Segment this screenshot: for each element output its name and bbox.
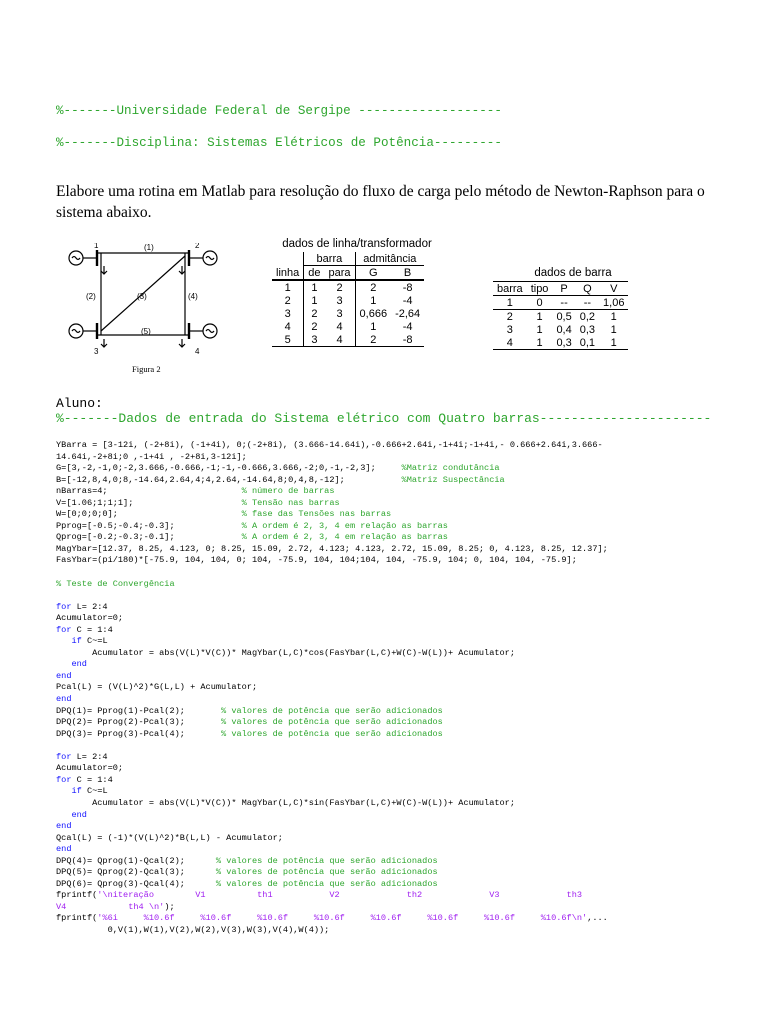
line-table-row (272, 280, 424, 294)
line-label: (3) (137, 292, 147, 301)
code-text: DPQ(1)= Pprog(1)-Pcal(2); (56, 705, 222, 716)
col-linha: linha (272, 252, 304, 280)
code-line (56, 786, 608, 798)
col-barra: barra (497, 282, 523, 295)
code-line (56, 821, 608, 833)
table-cell: 4 (336, 333, 343, 346)
line-table-row (272, 294, 424, 307)
code-line (56, 694, 608, 706)
code-comment: % fase das Tensões nas barras (241, 509, 392, 520)
code-comment: % Teste de Convergência (56, 578, 175, 589)
code-text (56, 810, 71, 820)
code-line (56, 555, 608, 567)
code-keyword: if (71, 636, 82, 647)
table-cell: 2 (304, 320, 325, 333)
table-cell: -2,64 (395, 307, 421, 320)
code-comment: % Tensão nas barras (241, 497, 340, 508)
bus-label: 3 (94, 347, 99, 356)
table-cell: 5 (284, 333, 291, 346)
table-cell: 3 (336, 294, 343, 307)
code-text (56, 659, 71, 669)
code-text: DPQ(5)= Qprog(2)-Qcal(3); (56, 867, 216, 878)
code-keyword: for (56, 601, 72, 612)
code-text: Acumulator=0; (56, 613, 124, 624)
code-line (56, 509, 608, 521)
table-cell: 1 (284, 281, 291, 294)
code-comment: % valores de potência que serão adicionados (221, 717, 443, 728)
code-line (56, 648, 608, 660)
bus-table-row (493, 323, 628, 336)
code-keyword: end (56, 844, 72, 855)
code-line (56, 613, 608, 625)
table-cell: 0,5 (556, 310, 572, 323)
table-cell: -4 (402, 320, 413, 333)
code-line (56, 902, 608, 914)
code-text: Acumulator = abs(V(L)*V(C))* MagYbar(L,C)*cos(FasYbar(L,C)+W(C)-W(L))+ Acumulator; (56, 647, 515, 658)
code-line (56, 925, 608, 937)
code-line (56, 590, 608, 602)
code-string: V4 th4 \n' (56, 901, 165, 912)
col-tipo: tipo (530, 282, 549, 295)
intro-paragraph: Elabore uma rotina em Matlab para resolução do fluxo de carga pelo método de Newton-Raphson para o sistema abaixo. (56, 183, 705, 221)
code-string: '%6i %10.6f %10.6f %10.6f %10.6f %10.6f %10.6f %10.6f %10.6f\n' (97, 913, 588, 924)
code-text: Pprog=[-0.5;-0.4;-0.3]; (56, 520, 242, 531)
table-cell: 4 (336, 320, 343, 333)
code-keyword: for (56, 624, 72, 635)
code-comment: % valores de potência que serão adicionados (215, 878, 438, 889)
code-line (56, 567, 608, 579)
code-keyword: if (71, 786, 82, 797)
table-cell: 2 (506, 310, 513, 323)
code-line (56, 452, 608, 464)
code-text: L= 2:4 (71, 601, 108, 612)
table-cell: 4 (284, 320, 291, 333)
code-text: fprintf( (56, 890, 98, 901)
code-text: Acumulator=0; (56, 763, 124, 774)
code-keyword: end (56, 670, 72, 681)
table-cell: 1,06 (603, 296, 625, 309)
code-text: 14.64i,-2+8i;0 ,-1+4i , -2+8i,3-12i]; (56, 451, 247, 462)
university-comment: %-------Universidade Federal de Sergipe ------------------- (56, 104, 502, 118)
col-barra: barra (304, 252, 355, 266)
line-label: (2) (86, 292, 96, 301)
code-text: Pcal(L) = (V(L)^2)*G(L,L) + Acumulator; (56, 682, 258, 693)
col-v: V (610, 282, 618, 295)
col-de: de (304, 266, 325, 281)
code-line (56, 729, 608, 741)
input-data-section-title: %-------Dados de entrada do Sistema elétrico com Quatro barras---------------------- (56, 411, 712, 426)
table-cell: 3 (304, 333, 325, 347)
table-cell: 0 (536, 296, 543, 309)
code-text: C = 1:4 (71, 774, 113, 785)
code-text: MagYbar=[12.37, 8.25, 4.123, 0; 8.25, 15.09, 2.72, 4.123; 4.123, 2.72, 15.09, 8.25; 0, 4.123, 8.25, 12.37]; (56, 543, 608, 554)
code-line (56, 810, 608, 822)
code-text: ); (164, 901, 175, 912)
table-cell: 1 (610, 323, 617, 336)
bus-table-row (493, 336, 628, 350)
code-text: nBarras=4; (56, 486, 242, 497)
table-cell: 1 (304, 280, 325, 294)
line-data-table (272, 238, 442, 347)
code-text: C~=L (81, 636, 108, 647)
code-text: ,... (587, 913, 608, 924)
code-line (56, 740, 608, 752)
code-comment: % valores de potência que serão adicionados (221, 705, 443, 716)
code-line (56, 913, 608, 925)
bus-table-title: dados de barra (534, 267, 612, 279)
table-cell: 1 (536, 310, 543, 323)
code-string: '\niteração V1 th1 V2 th2 V3 th3 (97, 890, 583, 901)
code-text: fprintf( (56, 913, 98, 924)
code-line (56, 752, 608, 764)
code-comment: % A ordem é 2, 3, 4 em relação as barras (241, 520, 448, 531)
table-cell: 0,3 (579, 323, 596, 336)
code-line (56, 463, 608, 475)
code-text: C~=L (81, 786, 108, 797)
code-line (56, 763, 608, 775)
line-table-row (272, 320, 424, 333)
table-cell: 2 (355, 333, 391, 347)
code-text: Qcal(L) = (-1)*(V(L)^2)*B(L,L) - Acumulator; (56, 832, 283, 843)
code-keyword: end (71, 659, 87, 670)
code-line (56, 636, 608, 648)
table-cell: 0,3 (556, 336, 572, 349)
table-cell: -8 (402, 333, 413, 346)
bus-table-row (493, 296, 628, 310)
table-cell: 3 (336, 307, 343, 320)
col-p: P (560, 282, 568, 295)
code-keyword: end (56, 821, 72, 832)
table-cell: 1 (506, 296, 513, 309)
code-line (56, 856, 608, 868)
code-line (56, 798, 608, 810)
power-system-diagram (64, 243, 234, 378)
code-line (56, 706, 608, 718)
code-text: DPQ(6)= Qprog(3)-Qcal(4); (56, 878, 216, 889)
code-text: G=[3,-2,-1,0;-2,3.666,-0.666,-1;-1,-0.666,3.666,-2;0,-1,-2,3]; (56, 463, 402, 474)
line-label: (5) (141, 327, 151, 336)
code-line (56, 625, 608, 637)
table-cell: 1 (610, 310, 617, 323)
code-comment: %Matriz Suspectância (401, 474, 505, 485)
col-admitancia: admitância (355, 252, 424, 266)
code-text: FasYbar=(pi/180)*[-75.9, 104, 104, 0; 104, -75.9, 104, 104;104, 104, -75.9, 104; 0, 104, 104, -75.9]; (56, 555, 577, 566)
table-cell: 4 (506, 336, 513, 349)
code-line (56, 532, 608, 544)
code-line (56, 775, 608, 787)
table-cell: 3 (284, 307, 291, 320)
code-text: C = 1:4 (71, 624, 113, 635)
code-line (56, 833, 608, 845)
code-comment: %Matriz condutância (401, 463, 500, 474)
code-text: DPQ(4)= Qprog(1)-Qcal(2); (56, 855, 216, 866)
code-text: Acumulator = abs(V(L)*V(C))* MagYbar(L,C)*sin(FasYbar(L,C)+W(C)-W(L))+ Acumulator; (56, 797, 515, 808)
code-comment: % número de barras (241, 486, 335, 497)
bus-label: 1 (94, 243, 99, 250)
table-cell: 1 (355, 294, 391, 307)
code-text (56, 636, 71, 646)
table-cell: 2 (284, 294, 291, 307)
bus-table-row (493, 310, 628, 324)
code-line (56, 659, 608, 671)
table-cell: 2 (355, 280, 391, 294)
code-text: DPQ(3)= Pprog(3)-Pcal(4); (56, 728, 222, 739)
bus-label: 2 (195, 243, 200, 250)
col-q: Q (583, 282, 592, 295)
table-cell: 2 (304, 307, 325, 320)
table-cell: -8 (402, 281, 413, 294)
code-line (56, 521, 608, 533)
table-cell: 0,666 (355, 307, 391, 320)
code-text (56, 786, 71, 796)
table-cell: 3 (506, 323, 513, 336)
code-line (56, 682, 608, 694)
code-text: B=[-12,8,4,0;8,-14.64,2.64,4;4,2.64,-14.64,8;0,4,8,-12]; (56, 474, 402, 485)
code-comment: % valores de potência que serão adicionados (215, 867, 438, 878)
table-cell: 1 (536, 323, 543, 336)
table-cell: 1 (355, 320, 391, 333)
code-line (56, 602, 608, 614)
code-comment: % valores de potência que serão adicionados (221, 728, 443, 739)
code-line (56, 475, 608, 487)
table-cell: 0,1 (579, 336, 596, 349)
code-text: V=[1.06;1;1;1]; (56, 497, 242, 508)
code-text: 0,V(1),W(1),V(2),W(2),V(3),W(3),V(4),W(4)); (56, 924, 330, 935)
code-line (56, 671, 608, 683)
matlab-code-block (56, 440, 608, 937)
figure-caption: Figura 2 (132, 364, 161, 374)
discipline-comment: %-------Disciplina: Sistemas Elétricos de Potência--------- (56, 136, 502, 150)
table-cell: -- (560, 296, 568, 309)
table-cell: -4 (402, 294, 413, 307)
line-label: (1) (144, 243, 154, 252)
student-label: Aluno: (56, 396, 103, 411)
table-cell: 0,2 (579, 310, 596, 323)
col-b: B (403, 266, 412, 279)
line-label: (4) (188, 292, 198, 301)
col-para: para (328, 266, 351, 279)
table-cell: -- (583, 296, 592, 309)
code-text: YBarra = [3-12i, (-2+8i), (-1+4i), 0;(-2+8i), (3.666-14.64i),-0.666+2.64i,-1+4i;-1+4i,- 0.666+2.64i,3.666- (56, 440, 603, 450)
code-keyword: end (71, 809, 87, 820)
table-cell: 2 (336, 281, 343, 294)
bus-data-table (493, 267, 653, 350)
code-comment: % valores de potência que serão adicionados (215, 855, 438, 866)
table-cell: 1 (536, 336, 543, 349)
code-text: W=[0;0;0;0]; (56, 509, 242, 520)
code-text: Qprog=[-0.2;-0.3;-0.1]; (56, 532, 242, 543)
code-keyword: end (56, 694, 72, 705)
table-cell: 1 (610, 336, 617, 349)
code-line (56, 879, 608, 891)
code-comment: % A ordem é 2, 3, 4 em relação as barras (241, 532, 448, 543)
col-g: G (355, 266, 391, 281)
line-table-row (272, 333, 424, 347)
table-cell: 1 (304, 294, 325, 307)
code-line (56, 544, 608, 556)
code-line (56, 440, 608, 452)
code-line (56, 717, 608, 729)
line-table-title: dados de linha/transformador (282, 238, 432, 250)
code-line (56, 579, 608, 591)
code-line (56, 867, 608, 879)
code-keyword: for (56, 751, 72, 762)
line-table-row (272, 307, 424, 320)
bus-label: 4 (195, 347, 200, 356)
code-line (56, 486, 608, 498)
code-line (56, 890, 608, 902)
code-text: L= 2:4 (71, 751, 108, 762)
code-line (56, 498, 608, 510)
code-text: DPQ(2)= Pprog(2)-Pcal(3); (56, 717, 222, 728)
code-line (56, 844, 608, 856)
table-cell: 0,4 (556, 323, 572, 336)
code-keyword: for (56, 774, 72, 785)
